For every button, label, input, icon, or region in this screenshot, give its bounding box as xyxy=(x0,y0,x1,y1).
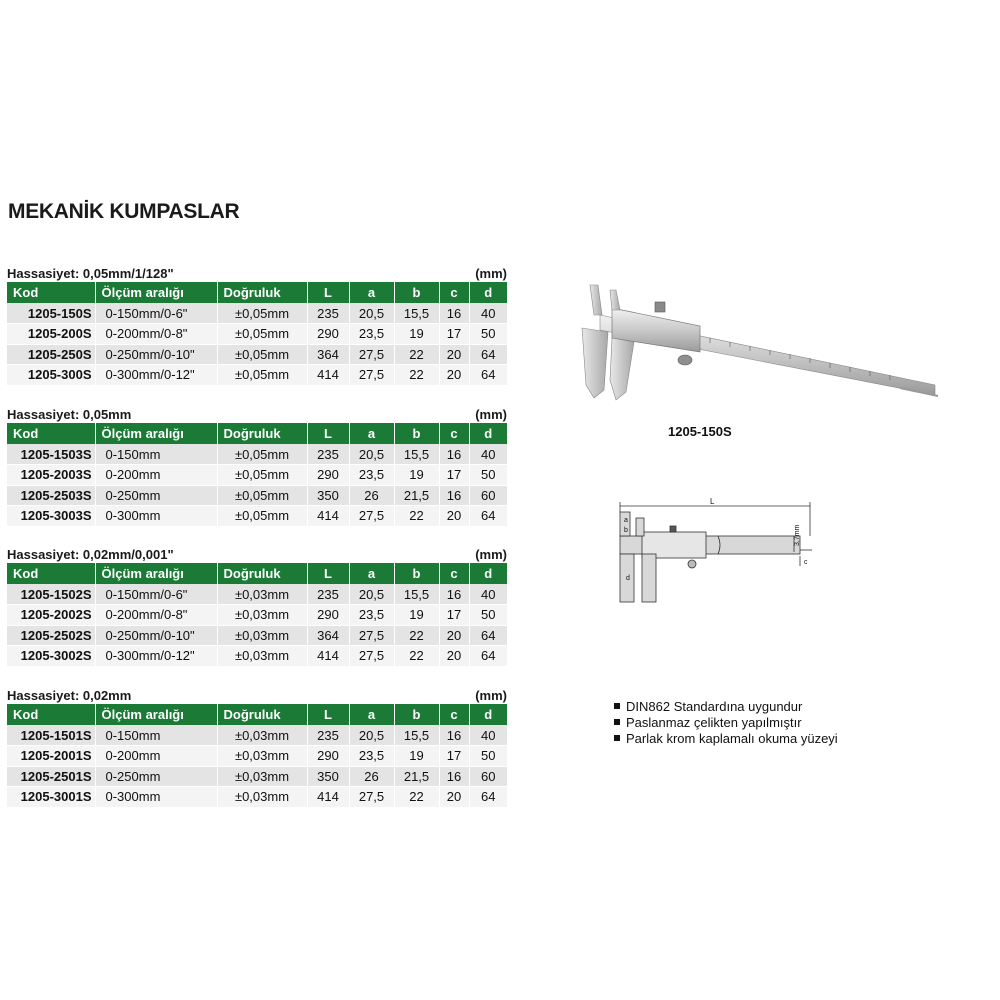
feature-text: Parlak krom kaplamalı okuma yüzeyi xyxy=(626,730,838,746)
cell-b: 15,5 xyxy=(394,303,439,324)
cell-d: 50 xyxy=(469,605,507,626)
column-header-c: c xyxy=(439,423,469,444)
column-header-b: b xyxy=(394,563,439,584)
cell-kod: 1205-2501S xyxy=(7,766,95,787)
cell-kod: 1205-2503S xyxy=(7,485,95,506)
unit-label: (mm) xyxy=(475,688,507,703)
spec-table xyxy=(7,423,507,527)
cell-kod: 1205-2001S xyxy=(7,746,95,767)
cell-l: 414 xyxy=(307,787,349,808)
cell-l: 235 xyxy=(307,725,349,746)
cell-accuracy: ±0,03mm xyxy=(217,746,307,767)
cell-c: 16 xyxy=(439,584,469,605)
block-header xyxy=(7,547,507,563)
table-header-row xyxy=(7,563,507,584)
cell-d: 64 xyxy=(469,787,507,808)
cell-a: 23,5 xyxy=(349,465,394,486)
column-header-d: d xyxy=(469,423,507,444)
column-header-accuracy: Doğruluk xyxy=(217,282,307,303)
cell-accuracy: ±0,05mm xyxy=(217,303,307,324)
block-header xyxy=(7,266,507,282)
cell-accuracy: ±0,03mm xyxy=(217,725,307,746)
column-header-accuracy: Doğruluk xyxy=(217,423,307,444)
cell-b: 19 xyxy=(394,324,439,345)
table-row xyxy=(7,506,507,527)
cell-d: 50 xyxy=(469,324,507,345)
spec-block-2 xyxy=(7,407,507,527)
column-header-accuracy: Doğruluk xyxy=(217,563,307,584)
cell-b: 19 xyxy=(394,605,439,626)
cell-range: 0-250mm xyxy=(95,485,217,506)
cell-accuracy: ±0,03mm xyxy=(217,605,307,626)
cell-a: 27,5 xyxy=(349,365,394,386)
cell-b: 22 xyxy=(394,625,439,646)
cell-d: 50 xyxy=(469,465,507,486)
cell-d: 60 xyxy=(469,766,507,787)
cell-l: 414 xyxy=(307,506,349,527)
cell-range: 0-300mm/0-12" xyxy=(95,365,217,386)
column-header-a: a xyxy=(349,704,394,725)
column-header-c: c xyxy=(439,282,469,303)
cell-b: 22 xyxy=(394,506,439,527)
cell-range: 0-250mm xyxy=(95,766,217,787)
column-header-range: Ölçüm aralığı xyxy=(95,704,217,725)
cell-a: 27,5 xyxy=(349,646,394,667)
block-header xyxy=(7,407,507,423)
cell-range: 0-150mm xyxy=(95,444,217,465)
table-row xyxy=(7,646,507,667)
cell-accuracy: ±0,05mm xyxy=(217,344,307,365)
table-row xyxy=(7,746,507,767)
cell-kod: 1205-150S xyxy=(7,303,95,324)
cell-d: 50 xyxy=(469,746,507,767)
unit-label: (mm) xyxy=(475,266,507,281)
feature-text: Paslanmaz çelikten yapılmıştır xyxy=(626,714,802,730)
column-header-b: b xyxy=(394,282,439,303)
cell-kod: 1205-200S xyxy=(7,324,95,345)
column-header-kod: Kod xyxy=(7,704,95,725)
cell-d: 64 xyxy=(469,506,507,527)
cell-c: 17 xyxy=(439,465,469,486)
precision-label: Hassasiyet: 0,05mm xyxy=(7,407,132,422)
cell-b: 22 xyxy=(394,646,439,667)
cell-b: 22 xyxy=(394,344,439,365)
cell-b: 19 xyxy=(394,746,439,767)
cell-accuracy: ±0,03mm xyxy=(217,646,307,667)
cell-kod: 1205-3001S xyxy=(7,787,95,808)
unit-label: (mm) xyxy=(475,407,507,422)
column-header-b: b xyxy=(394,704,439,725)
cell-range: 0-200mm/0-8" xyxy=(95,324,217,345)
block-header xyxy=(7,688,507,704)
table-header-row xyxy=(7,704,507,725)
column-header-range: Ölçüm aralığı xyxy=(95,563,217,584)
diagram-label-a: a xyxy=(624,517,628,524)
cell-d: 40 xyxy=(469,444,507,465)
feature-text: DIN862 Standardına uygundur xyxy=(626,698,803,714)
diagram-label-L: L xyxy=(710,497,715,506)
table-header-row xyxy=(7,282,507,303)
cell-range: 0-150mm/0-6" xyxy=(95,303,217,324)
cell-kod: 1205-1502S xyxy=(7,584,95,605)
column-header-kod: Kod xyxy=(7,282,95,303)
cell-a: 20,5 xyxy=(349,584,394,605)
cell-accuracy: ±0,05mm xyxy=(217,465,307,486)
cell-accuracy: ±0,05mm xyxy=(217,444,307,465)
cell-range: 0-300mm xyxy=(95,506,217,527)
cell-l: 350 xyxy=(307,766,349,787)
cell-d: 60 xyxy=(469,485,507,506)
cell-l: 290 xyxy=(307,324,349,345)
spec-table xyxy=(7,282,507,386)
table-row xyxy=(7,605,507,626)
cell-accuracy: ±0,05mm xyxy=(217,365,307,386)
cell-range: 0-300mm/0-12" xyxy=(95,646,217,667)
column-header-l: L xyxy=(307,423,349,444)
cell-l: 350 xyxy=(307,485,349,506)
cell-l: 364 xyxy=(307,625,349,646)
cell-b: 19 xyxy=(394,465,439,486)
cell-b: 21,5 xyxy=(394,485,439,506)
cell-kod: 1205-250S xyxy=(7,344,95,365)
cell-l: 290 xyxy=(307,746,349,767)
cell-l: 235 xyxy=(307,303,349,324)
caliper-dimension-diagram xyxy=(600,496,820,606)
column-header-accuracy: Doğruluk xyxy=(217,704,307,725)
spec-block-4 xyxy=(7,688,507,808)
cell-a: 27,5 xyxy=(349,625,394,646)
diagram-label-b: b xyxy=(624,527,628,534)
column-header-range: Ölçüm aralığı xyxy=(95,423,217,444)
cell-range: 0-150mm/0-6" xyxy=(95,584,217,605)
feature-list xyxy=(614,698,838,746)
cell-accuracy: ±0,03mm xyxy=(217,625,307,646)
column-header-l: L xyxy=(307,563,349,584)
cell-range: 0-200mm/0-8" xyxy=(95,605,217,626)
cell-c: 17 xyxy=(439,605,469,626)
table-row xyxy=(7,344,507,365)
cell-accuracy: ±0,03mm xyxy=(217,766,307,787)
cell-accuracy: ±0,05mm xyxy=(217,485,307,506)
cell-a: 23,5 xyxy=(349,324,394,345)
cell-c: 17 xyxy=(439,324,469,345)
table-row xyxy=(7,725,507,746)
cell-c: 20 xyxy=(439,344,469,365)
cell-a: 27,5 xyxy=(349,787,394,808)
diagram-label-d: d xyxy=(626,575,630,582)
column-header-kod: Kod xyxy=(7,423,95,444)
cell-b: 15,5 xyxy=(394,725,439,746)
cell-l: 290 xyxy=(307,465,349,486)
cell-b: 15,5 xyxy=(394,584,439,605)
cell-a: 23,5 xyxy=(349,746,394,767)
bullet-icon xyxy=(614,719,620,725)
cell-b: 22 xyxy=(394,365,439,386)
table-row xyxy=(7,766,507,787)
table-row xyxy=(7,584,507,605)
cell-a: 27,5 xyxy=(349,506,394,527)
cell-d: 64 xyxy=(469,344,507,365)
product-caption: 1205-150S xyxy=(668,424,732,439)
page-title: MEKANİK KUMPASLAR xyxy=(8,200,240,223)
cell-range: 0-200mm xyxy=(95,746,217,767)
table-row xyxy=(7,303,507,324)
cell-d: 64 xyxy=(469,646,507,667)
cell-c: 16 xyxy=(439,766,469,787)
cell-kod: 1205-2502S xyxy=(7,625,95,646)
column-header-kod: Kod xyxy=(7,563,95,584)
cell-l: 414 xyxy=(307,646,349,667)
cell-d: 40 xyxy=(469,303,507,324)
cell-kod: 1205-3003S xyxy=(7,506,95,527)
cell-kod: 1205-1501S xyxy=(7,725,95,746)
column-header-range: Ölçüm aralığı xyxy=(95,282,217,303)
cell-c: 20 xyxy=(439,365,469,386)
table-row xyxy=(7,485,507,506)
cell-c: 20 xyxy=(439,646,469,667)
spec-block-3 xyxy=(7,547,507,667)
cell-l: 364 xyxy=(307,344,349,365)
spec-table xyxy=(7,563,507,667)
cell-a: 20,5 xyxy=(349,725,394,746)
cell-a: 26 xyxy=(349,766,394,787)
feature-item xyxy=(614,698,838,714)
table-row xyxy=(7,625,507,646)
cell-range: 0-200mm xyxy=(95,465,217,486)
cell-a: 20,5 xyxy=(349,444,394,465)
cell-c: 16 xyxy=(439,725,469,746)
diagram-label-thickness: 3,7mm xyxy=(794,524,801,546)
cell-c: 20 xyxy=(439,787,469,808)
caliper-photo-image xyxy=(560,280,950,410)
cell-accuracy: ±0,03mm xyxy=(217,584,307,605)
cell-d: 40 xyxy=(469,725,507,746)
cell-accuracy: ±0,05mm xyxy=(217,324,307,345)
table-row xyxy=(7,324,507,345)
feature-item xyxy=(614,730,838,746)
cell-a: 23,5 xyxy=(349,605,394,626)
cell-accuracy: ±0,05mm xyxy=(217,506,307,527)
cell-b: 15,5 xyxy=(394,444,439,465)
cell-range: 0-150mm xyxy=(95,725,217,746)
unit-label: (mm) xyxy=(475,547,507,562)
cell-d: 40 xyxy=(469,584,507,605)
cell-c: 16 xyxy=(439,444,469,465)
table-row xyxy=(7,465,507,486)
cell-kod: 1205-3002S xyxy=(7,646,95,667)
column-header-a: a xyxy=(349,423,394,444)
table-row xyxy=(7,444,507,465)
column-header-a: a xyxy=(349,282,394,303)
cell-l: 290 xyxy=(307,605,349,626)
table-row xyxy=(7,787,507,808)
cell-c: 16 xyxy=(439,303,469,324)
column-header-c: c xyxy=(439,704,469,725)
cell-accuracy: ±0,03mm xyxy=(217,787,307,808)
spec-block-1 xyxy=(7,266,507,386)
cell-l: 235 xyxy=(307,584,349,605)
feature-item xyxy=(614,714,838,730)
table-row xyxy=(7,365,507,386)
cell-c: 16 xyxy=(439,485,469,506)
column-header-l: L xyxy=(307,704,349,725)
table-header-row xyxy=(7,423,507,444)
column-header-l: L xyxy=(307,282,349,303)
spec-table xyxy=(7,704,507,808)
cell-c: 20 xyxy=(439,506,469,527)
column-header-c: c xyxy=(439,563,469,584)
precision-label: Hassasiyet: 0,05mm/1/128" xyxy=(7,266,174,281)
cell-kod: 1205-2002S xyxy=(7,605,95,626)
cell-a: 27,5 xyxy=(349,344,394,365)
diagram-label-c: c xyxy=(804,559,808,566)
cell-a: 20,5 xyxy=(349,303,394,324)
cell-b: 21,5 xyxy=(394,766,439,787)
cell-range: 0-300mm xyxy=(95,787,217,808)
bullet-icon xyxy=(614,735,620,741)
cell-d: 64 xyxy=(469,625,507,646)
cell-d: 64 xyxy=(469,365,507,386)
cell-l: 235 xyxy=(307,444,349,465)
column-header-a: a xyxy=(349,563,394,584)
cell-a: 26 xyxy=(349,485,394,506)
cell-l: 414 xyxy=(307,365,349,386)
cell-kod: 1205-300S xyxy=(7,365,95,386)
cell-c: 17 xyxy=(439,746,469,767)
precision-label: Hassasiyet: 0,02mm/0,001" xyxy=(7,547,174,562)
cell-b: 22 xyxy=(394,787,439,808)
precision-label: Hassasiyet: 0,02mm xyxy=(7,688,132,703)
cell-kod: 1205-2003S xyxy=(7,465,95,486)
cell-c: 20 xyxy=(439,625,469,646)
cell-range: 0-250mm/0-10" xyxy=(95,344,217,365)
column-header-d: d xyxy=(469,704,507,725)
bullet-icon xyxy=(614,703,620,709)
cell-range: 0-250mm/0-10" xyxy=(95,625,217,646)
column-header-d: d xyxy=(469,563,507,584)
column-header-d: d xyxy=(469,282,507,303)
column-header-b: b xyxy=(394,423,439,444)
cell-kod: 1205-1503S xyxy=(7,444,95,465)
